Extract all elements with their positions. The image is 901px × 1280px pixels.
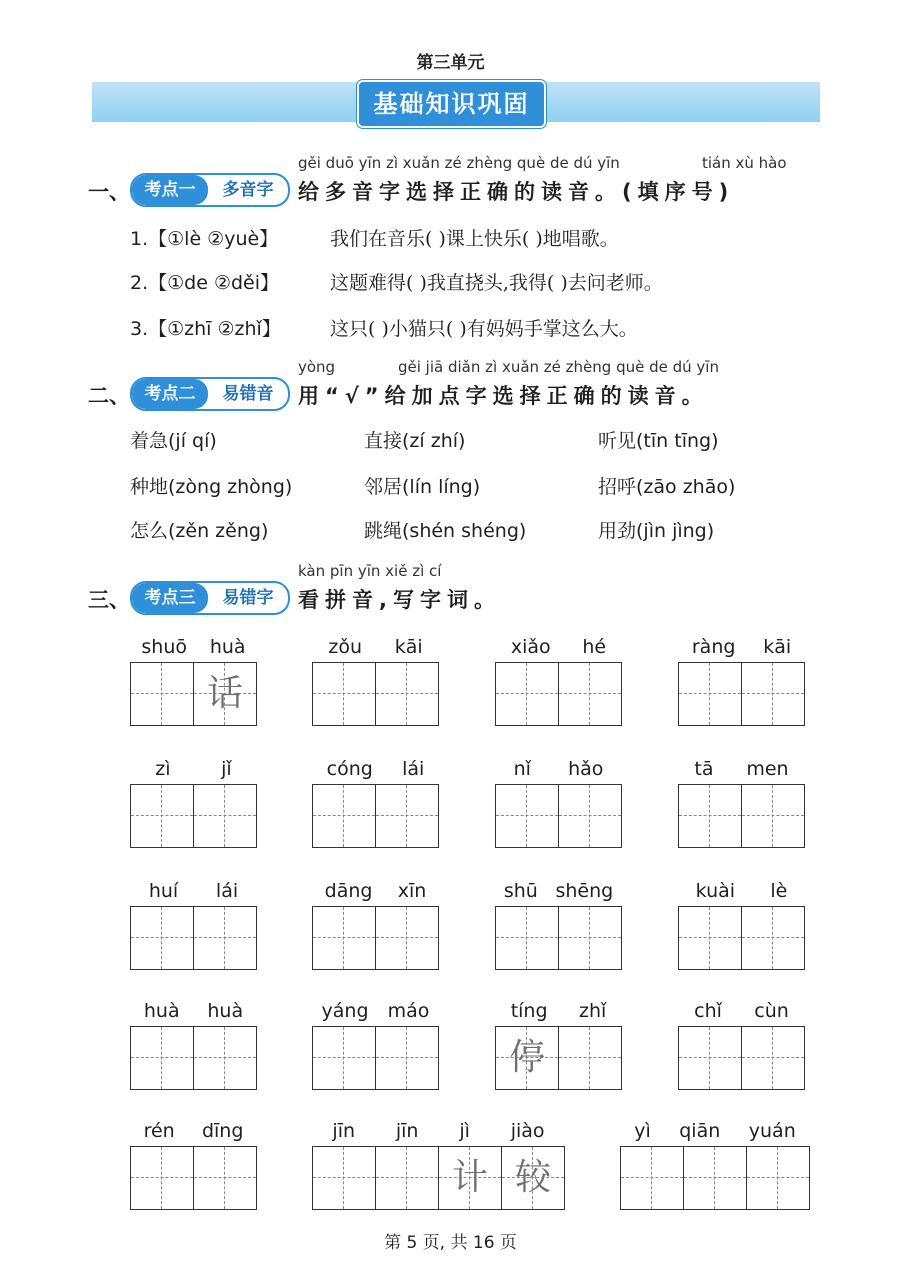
pinyin-syllable: hé [582, 636, 607, 658]
section-banner [92, 82, 820, 122]
handwritten-char [559, 785, 621, 847]
writing-box[interactable] [742, 907, 804, 969]
pinyin-syllable: jīn [395, 1120, 419, 1142]
choice-item[interactable] [364, 426, 465, 453]
word-pinyin [620, 1120, 810, 1146]
q1-tag-label: 考点一 [132, 175, 208, 205]
handwritten-char [496, 907, 558, 969]
pinyin-syllable: cùn [754, 1000, 789, 1022]
handwritten-char: 较 [514, 1157, 551, 1198]
pinyin-syllable: zì [155, 758, 171, 780]
pinyin-syllable: xiǎo [510, 636, 551, 658]
word-pinyin [130, 880, 257, 906]
word-cell [130, 1000, 257, 1090]
pinyin-syllable: yáng [321, 1000, 369, 1022]
writing-box[interactable] [742, 1027, 804, 1089]
tian-grid [495, 1026, 622, 1090]
pinyin-syllable: chǐ [694, 1000, 722, 1022]
pinyin-syllable: huí [148, 880, 179, 902]
writing-box[interactable] [502, 1147, 564, 1209]
writing-box[interactable] [376, 1027, 438, 1089]
writing-box[interactable] [747, 1147, 809, 1209]
pinyin-syllable: jǐ [221, 758, 232, 780]
choice-item[interactable] [130, 516, 268, 543]
pinyin-syllable: máo [387, 1000, 430, 1022]
handwritten-char [742, 907, 804, 969]
choice-word: 招呼 [598, 476, 637, 498]
handwritten-char [679, 663, 741, 725]
q1-tag-topic: 多音字 [222, 180, 274, 200]
pinyin-syllable: nǐ [513, 758, 531, 780]
choice-word: 听见 [598, 430, 637, 452]
choice-options: (zěn zěng) [168, 520, 269, 542]
word-pinyin [130, 758, 257, 784]
pinyin-syllable: tíng [510, 1000, 548, 1022]
choice-options: (zāo zhāo) [636, 476, 736, 498]
writing-box[interactable] [376, 785, 438, 847]
choice-word: 怎么 [130, 520, 169, 542]
writing-box[interactable] [679, 663, 742, 725]
tian-grid [495, 906, 622, 970]
pinyin-syllable: kāi [394, 636, 423, 658]
writing-box[interactable] [679, 907, 742, 969]
writing-box[interactable] [313, 663, 376, 725]
choice-word: 着急 [130, 430, 169, 452]
q1-number: 一、 [88, 180, 130, 204]
word-pinyin [312, 636, 439, 662]
word-pinyin [130, 636, 257, 662]
choice-item[interactable] [130, 426, 217, 453]
handwritten-char [376, 785, 438, 847]
q2-tag-topic: 易错音 [222, 384, 274, 404]
pinyin-syllable: jì [459, 1120, 470, 1142]
choice-item[interactable] [598, 426, 718, 453]
writing-box[interactable] [131, 785, 194, 847]
pinyin-syllable: lái [402, 758, 425, 780]
handwritten-char [679, 907, 741, 969]
handwritten-char [194, 785, 256, 847]
writing-box[interactable] [496, 907, 559, 969]
handwritten-char [313, 663, 375, 725]
handwritten-char [131, 1147, 193, 1209]
writing-box[interactable] [131, 1027, 194, 1089]
word-cell [495, 636, 622, 726]
word-pinyin [495, 758, 622, 784]
writing-box[interactable] [376, 663, 438, 725]
writing-box[interactable] [376, 907, 438, 969]
writing-box[interactable] [679, 785, 742, 847]
tian-grid [678, 1026, 805, 1090]
word-cell [620, 1120, 810, 1210]
choice-word: 跳绳 [364, 520, 403, 542]
q1-pinyin-b: tián xù hào [702, 154, 787, 172]
pinyin-syllable: men [746, 758, 789, 780]
choice-options: (zí zhí) [402, 430, 466, 452]
word-pinyin [495, 636, 622, 662]
choice-word: 种地 [130, 476, 169, 498]
choice-options: (shén shéng) [402, 520, 527, 542]
word-pinyin [495, 1000, 622, 1026]
choice-options: (jìn jìng) [636, 520, 715, 542]
writing-box[interactable] [313, 1147, 376, 1209]
writing-box[interactable] [194, 785, 256, 847]
writing-box[interactable] [194, 663, 256, 725]
word-pinyin [312, 880, 439, 906]
pinyin-syllable: dāng [324, 880, 373, 902]
choice-options: (lín líng) [402, 476, 481, 498]
handwritten-char [376, 1147, 438, 1209]
handwritten-char [313, 785, 375, 847]
word-cell [678, 636, 805, 726]
pinyin-syllable: shuō [141, 636, 188, 658]
word-cell [495, 880, 622, 970]
q2-number: 二、 [88, 384, 130, 408]
choice-item[interactable] [130, 472, 292, 499]
tian-grid [312, 662, 439, 726]
word-cell [678, 880, 805, 970]
tian-grid [312, 906, 439, 970]
writing-box[interactable] [131, 663, 194, 725]
writing-box[interactable] [131, 907, 194, 969]
pinyin-syllable: cóng [326, 758, 373, 780]
handwritten-char [194, 907, 256, 969]
word-cell [130, 758, 257, 848]
banner-title: 基础知识巩固 [357, 80, 546, 128]
q1-instruction: 给多音字选择正确的读音。(填序号) [298, 180, 735, 204]
writing-box[interactable] [439, 1147, 502, 1209]
handwritten-char [621, 1147, 683, 1209]
word-cell [130, 880, 257, 970]
choice-options: (zòng zhòng) [168, 476, 293, 498]
writing-box[interactable] [496, 785, 559, 847]
pinyin-syllable: shēng [555, 880, 614, 902]
word-cell [130, 1120, 257, 1210]
pinyin-syllable: zhǐ [578, 1000, 607, 1022]
pinyin-syllable: qiān [679, 1120, 721, 1142]
writing-box[interactable] [131, 1147, 194, 1209]
handwritten-char [194, 1027, 256, 1089]
q3-number: 三、 [88, 588, 130, 612]
handwritten-char [313, 1027, 375, 1089]
tian-grid [130, 906, 257, 970]
handwritten-char [131, 907, 193, 969]
handwritten-char [742, 785, 804, 847]
tian-grid [312, 1146, 565, 1210]
handwritten-char [559, 907, 621, 969]
handwritten-char [742, 1027, 804, 1089]
pinyin-syllable: lái [215, 880, 239, 902]
word-pinyin [130, 1000, 257, 1026]
writing-box[interactable] [559, 663, 621, 725]
pinyin-syllable: yì [634, 1120, 651, 1142]
handwritten-char [559, 1027, 621, 1089]
writing-box[interactable] [559, 907, 621, 969]
word-pinyin [678, 880, 805, 906]
word-pinyin [495, 880, 622, 906]
handwritten-char [376, 663, 438, 725]
word-pinyin [678, 1000, 805, 1026]
handwritten-char [131, 1027, 193, 1089]
q3-tag-label: 考点三 [132, 583, 208, 613]
writing-box[interactable] [496, 663, 559, 725]
word-cell [495, 758, 622, 848]
writing-box[interactable] [742, 785, 804, 847]
word-cell [312, 880, 439, 970]
q1-line-text: 这题难得( )我直挠头,我得( )去问老师。 [330, 272, 663, 294]
choice-item[interactable] [364, 516, 526, 543]
word-cell [495, 1000, 622, 1090]
pinyin-syllable: zǒu [328, 636, 362, 658]
choice-word: 直接 [364, 430, 403, 452]
pinyin-syllable: jīn [332, 1120, 356, 1142]
writing-box[interactable] [376, 1147, 439, 1209]
handwritten-char [679, 1027, 741, 1089]
q1-line-options: 2.【①de ②děi】 [130, 272, 280, 294]
q3-tag [130, 581, 290, 615]
handwritten-char [559, 663, 621, 725]
handwritten-char [747, 1147, 809, 1209]
tian-grid [678, 784, 805, 848]
writing-box[interactable] [194, 1027, 256, 1089]
word-cell [312, 758, 439, 848]
q2-tag-label: 考点二 [132, 379, 208, 409]
word-pinyin [312, 1000, 439, 1026]
tian-grid [130, 1026, 257, 1090]
q2-pinyin-b: gěi jiā diǎn zì xuǎn zé zhèng què de dú yīn [398, 358, 719, 376]
q1-line-text: 我们在音乐( )课上快乐( )地唱歌。 [330, 228, 619, 250]
word-cell [312, 1120, 565, 1210]
handwritten-char [131, 785, 193, 847]
q1-line-options: 1.【①lè ②yuè】 [130, 228, 279, 250]
pinyin-syllable: yuán [748, 1120, 796, 1142]
choice-item[interactable] [364, 472, 480, 499]
pinyin-syllable: dīng [201, 1120, 244, 1142]
writing-box[interactable] [621, 1147, 684, 1209]
pinyin-syllable: kāi [763, 636, 792, 658]
q2-tag [130, 377, 290, 411]
handwritten-char: 话 [206, 673, 243, 714]
q2-instruction: 用“√”给加点字选择正确的读音。 [298, 384, 709, 408]
handwritten-char [313, 907, 375, 969]
q1-pinyin-a: gěi duō yīn zì xuǎn zé zhèng què de dú yīn [298, 154, 620, 172]
writing-box[interactable] [496, 1027, 559, 1089]
writing-box[interactable] [684, 1147, 747, 1209]
writing-box[interactable] [194, 1147, 256, 1209]
pinyin-syllable: ràng [691, 636, 736, 658]
pinyin-syllable: jiào [510, 1120, 545, 1142]
q3-instruction: 看拼音,写字词。 [298, 588, 501, 612]
word-pinyin [678, 758, 805, 784]
pinyin-syllable: huà [209, 636, 246, 658]
handwritten-char [496, 785, 558, 847]
word-cell [312, 1000, 439, 1090]
word-pinyin [678, 636, 805, 662]
word-cell [130, 636, 257, 726]
pinyin-syllable: hǎo [568, 758, 604, 780]
tian-grid [130, 1146, 257, 1210]
q2-pinyin-a: yòng [298, 358, 336, 376]
handwritten-char [684, 1147, 746, 1209]
choice-word: 邻居 [364, 476, 403, 498]
q1-line-text: 这只( )小猫只( )有妈妈手掌这么大。 [330, 318, 638, 340]
tian-grid [130, 662, 257, 726]
tian-grid [312, 784, 439, 848]
writing-box[interactable] [559, 1027, 621, 1089]
word-pinyin [312, 1120, 565, 1146]
word-cell [678, 1000, 805, 1090]
q3-pinyin: kàn pīn yīn xiě zì cí [298, 562, 442, 580]
tian-grid [620, 1146, 810, 1210]
word-cell [678, 758, 805, 848]
tian-grid [678, 906, 805, 970]
choice-item[interactable] [598, 516, 714, 543]
writing-box[interactable] [559, 785, 621, 847]
handwritten-char [194, 1147, 256, 1209]
unit-title: 第三单元 [416, 53, 485, 73]
choice-options: (jí qí) [168, 430, 217, 452]
q1-line-options: 3.【①zhī ②zhǐ】 [130, 318, 281, 340]
q1-tag [130, 173, 290, 207]
writing-box[interactable] [742, 663, 804, 725]
q1-line-1 [130, 224, 619, 251]
writing-box[interactable] [194, 907, 256, 969]
pinyin-syllable: shū [503, 880, 538, 902]
q1-line-2 [130, 268, 663, 295]
writing-box[interactable] [679, 1027, 742, 1089]
choice-options: (tīn tīng) [636, 430, 719, 452]
q3-tag-topic: 易错字 [222, 588, 274, 608]
writing-box[interactable] [313, 785, 376, 847]
pinyin-syllable: kuài [695, 880, 736, 902]
writing-box[interactable] [313, 1027, 376, 1089]
tian-grid [678, 662, 805, 726]
pinyin-syllable: huà [143, 1000, 180, 1022]
writing-box[interactable] [313, 907, 376, 969]
handwritten-char: 计 [451, 1157, 488, 1198]
handwritten-char [742, 663, 804, 725]
word-pinyin [312, 758, 439, 784]
word-cell [312, 636, 439, 726]
page-footer: 第 5 页, 共 16 页 [384, 1233, 517, 1253]
handwritten-char [496, 663, 558, 725]
pinyin-syllable: huà [207, 1000, 244, 1022]
pinyin-syllable: xīn [397, 880, 427, 902]
pinyin-syllable: rén [143, 1120, 175, 1142]
tian-grid [312, 1026, 439, 1090]
handwritten-char: 停 [508, 1037, 545, 1078]
handwritten-char [313, 1147, 375, 1209]
tian-grid [495, 662, 622, 726]
choice-item[interactable] [598, 472, 735, 499]
tian-grid [495, 784, 622, 848]
handwritten-char [376, 1027, 438, 1089]
tian-grid [130, 784, 257, 848]
word-pinyin [130, 1120, 257, 1146]
pinyin-syllable: lè [770, 880, 788, 902]
pinyin-syllable: tā [694, 758, 714, 780]
handwritten-char [376, 907, 438, 969]
handwritten-char [131, 663, 193, 725]
handwritten-char [679, 785, 741, 847]
choice-word: 用劲 [598, 520, 637, 542]
q1-line-3 [130, 314, 638, 341]
